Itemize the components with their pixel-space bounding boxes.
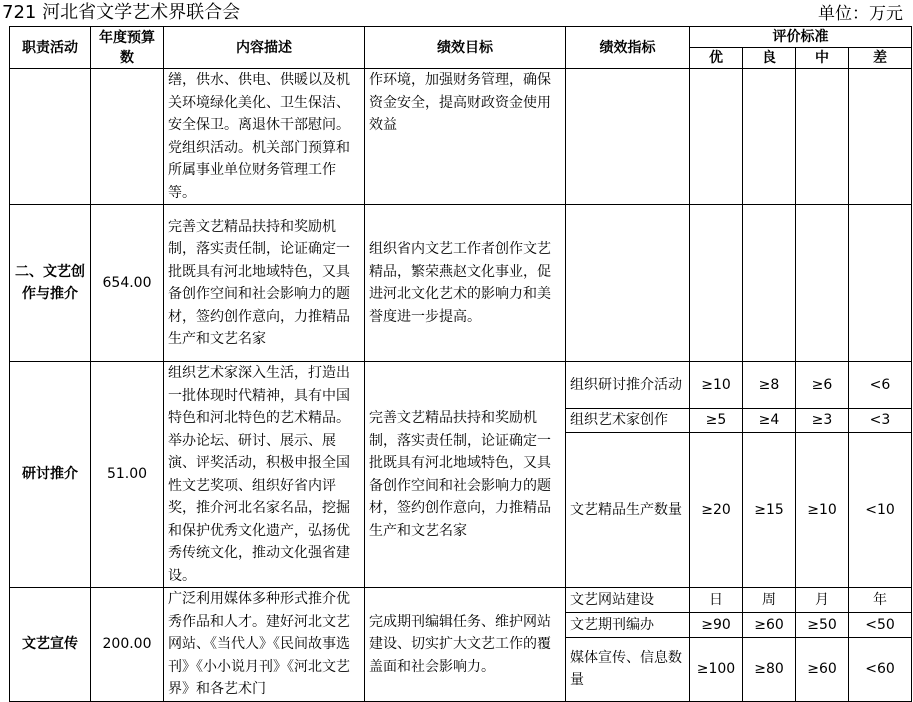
grade-cell: <6: [849, 362, 912, 409]
grade-cell: ≥8: [743, 362, 796, 409]
table-row: [10, 205, 912, 362]
grade-cell: <10: [849, 432, 912, 587]
performance-table: [9, 26, 912, 702]
col-header-indicator: 绩效指标: [566, 27, 690, 69]
grade-poor: 差: [849, 48, 912, 69]
col-header-content: 内容描述: [164, 27, 365, 69]
indicator-cell: 组织研讨推介活动: [566, 362, 690, 409]
grade-cell: 周: [743, 588, 796, 613]
unit-label: 单位：万元: [818, 4, 903, 24]
grade-cell: ≥80: [743, 637, 796, 701]
grade-cell: ≥3: [796, 408, 849, 432]
duty-cell: 二、文艺创作与推介: [10, 205, 91, 362]
duty-cell: 研讨推介: [10, 362, 91, 588]
grade-good: 良: [743, 48, 796, 69]
goal-cell: 完善文艺精品扶持和奖励机制，落实责任制，论证确定一批既具有河北地域特色，又具备创作空间和社会影响力的题材，签约创作意向，力推精品生产和文艺名家: [365, 362, 566, 588]
goal-cell: 组织省内文艺工作者创作文艺精品，繁荣燕赵文化事业，促进河北文化艺术的影响力和美誉度进一步提高。: [365, 205, 566, 362]
table-row: [10, 588, 912, 613]
grade-cell: ≥20: [690, 432, 743, 587]
grade-cell: ≥5: [690, 408, 743, 432]
indicator-cell: 文艺期刊编办: [566, 612, 690, 637]
grade-cell: ≥90: [690, 612, 743, 637]
grade-medium: 中: [796, 48, 849, 69]
grade-cell: ≥4: [743, 408, 796, 432]
grade-excellent: 优: [690, 48, 743, 69]
col-header-budget: 年度预算数: [91, 27, 164, 69]
grade-cell: ≥60: [796, 637, 849, 701]
grade-cell: <50: [849, 612, 912, 637]
budget-cell: [91, 69, 164, 205]
grade-cell: 年: [849, 588, 912, 613]
col-header-duty: 职责活动: [10, 27, 91, 69]
budget-cell: 654.00: [91, 205, 164, 362]
grade-cell: ≥15: [743, 432, 796, 587]
grade-cell: ≥50: [796, 612, 849, 637]
page-title: 721 河北省文学艺术界联合会: [2, 2, 241, 23]
grade-cell: 日: [690, 588, 743, 613]
grade-cell: <3: [849, 408, 912, 432]
col-header-goal: 绩效目标: [365, 27, 566, 69]
budget-cell: 200.00: [91, 588, 164, 702]
grade-cell: ≥10: [690, 362, 743, 409]
indicator-cell: 媒体宣传、信息数量: [566, 637, 690, 701]
grade-cell: ≥60: [743, 612, 796, 637]
content-cell: 组织艺术家深入生活，打造出一批体现时代精神，具有中国特色和河北特色的艺术精品。举办论坛、研讨、展示、展演、评奖活动，积极申报全国性文艺奖项、组织好省内评奖，推介河北名家名品，挖掘和保护优秀文化遗产，弘扬优秀传统文化，推动文化强省建设。: [164, 362, 365, 588]
duty-cell: [10, 69, 91, 205]
duty-cell: 文艺宣传: [10, 588, 91, 702]
indicator-cell: 文艺精品生产数量: [566, 432, 690, 587]
budget-cell: 51.00: [91, 362, 164, 588]
grade-cell: <60: [849, 637, 912, 701]
content-cell: 广泛利用媒体多种形式推介优秀作品和人才。建好河北文艺网站、《当代人》《民间故事选刊》《小小说月刊》《河北文艺界》和各艺术门: [164, 588, 365, 702]
goal-cell: 完成期刊编辑任务、维护网站建设、切实扩大文艺工作的覆盖面和社会影响力。: [365, 588, 566, 702]
table-row: [10, 69, 912, 205]
col-header-criteria: 评价标准: [690, 27, 912, 48]
grade-cell: ≥10: [796, 432, 849, 587]
grade-cell: 月: [796, 588, 849, 613]
indicator-cell: 文艺网站建设: [566, 588, 690, 613]
indicator-cell: 组织艺术家创作: [566, 408, 690, 432]
goal-cell: 作环境，加强财务管理，确保资金安全，提高财政资金使用效益: [365, 69, 566, 205]
table-row: [10, 362, 912, 409]
grade-cell: ≥100: [690, 637, 743, 701]
content-cell: 完善文艺精品扶持和奖励机制，落实责任制，论证确定一批既具有河北地域特色，又具备创作空间和社会影响力的题材，签约创作意向，力推精品生产和文艺名家: [164, 205, 365, 362]
grade-cell: ≥6: [796, 362, 849, 409]
content-cell: 缮，供水、供电、供暖以及机关环境绿化美化、卫生保洁、安全保卫。离退休干部慰问。党组织活动。机关部门预算和所属事业单位财务管理工作等。: [164, 69, 365, 205]
